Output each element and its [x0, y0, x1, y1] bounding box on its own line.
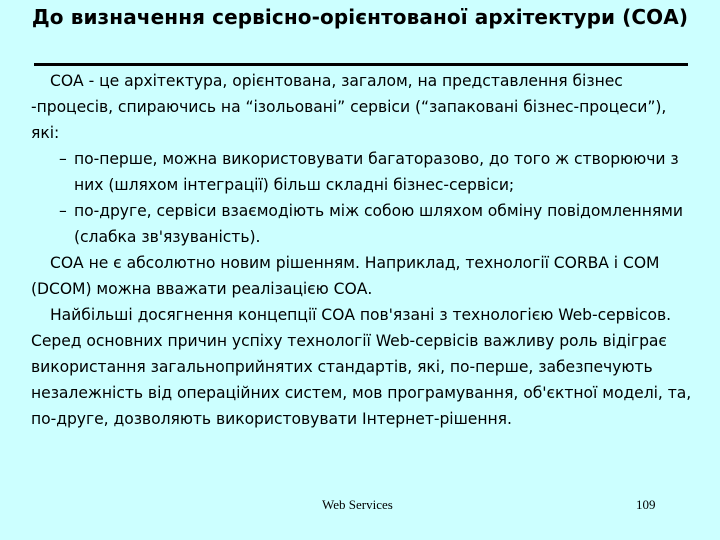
bullet-text-1: по-перше, можна використовувати багаторазово, до того ж створюючи з них (шляхом інтеграції) більш складні бізнес-сервіси; — [74, 150, 679, 194]
dash-bullet-icon: – — [59, 150, 67, 168]
paragraph-definition: СОА - це архітектура, орієнтована, загалом, на представлення бізнес -процесів, спираючись на “ізольовані” сервіси (“запаковані бізнес-процеси”), які: — [31, 72, 667, 142]
page-number: 109 — [636, 497, 656, 512]
slide-title: До визначення сервісно-орієнтованої архітектури (СОА) — [31, 5, 689, 29]
bullet-item-2 — [31, 198, 693, 250]
bullet-item-1 — [31, 146, 693, 198]
paragraph-not-new: СОА не є абсолютно новим рішенням. Наприклад, технології CORBA і COM (DCOM) можна вважати реалізацією СОА. — [31, 254, 660, 298]
footer-label: Web Services — [322, 497, 393, 512]
slide-body — [31, 68, 693, 432]
paragraph-web-services: Найбільші досягнення концепції СОА пов'язані з технологією Web-сервісов. Серед основних причин успіху технології Web-сервісів важливу роль відіграє використання загальноприйнятих стандартів, які, по-перше, забезпечують незалежність від операційних систем, мов програмування, об'єктної моделі, та, по-друге, дозволяють використовувати Інтернет-рішення. — [31, 306, 692, 428]
title-divider — [34, 63, 688, 66]
bullet-text-2: по-друге, сервіси взаємодіють між собою шляхом обміну повідомленнями (слабка зв'язуваність). — [74, 202, 683, 246]
dash-bullet-icon: – — [59, 202, 67, 220]
